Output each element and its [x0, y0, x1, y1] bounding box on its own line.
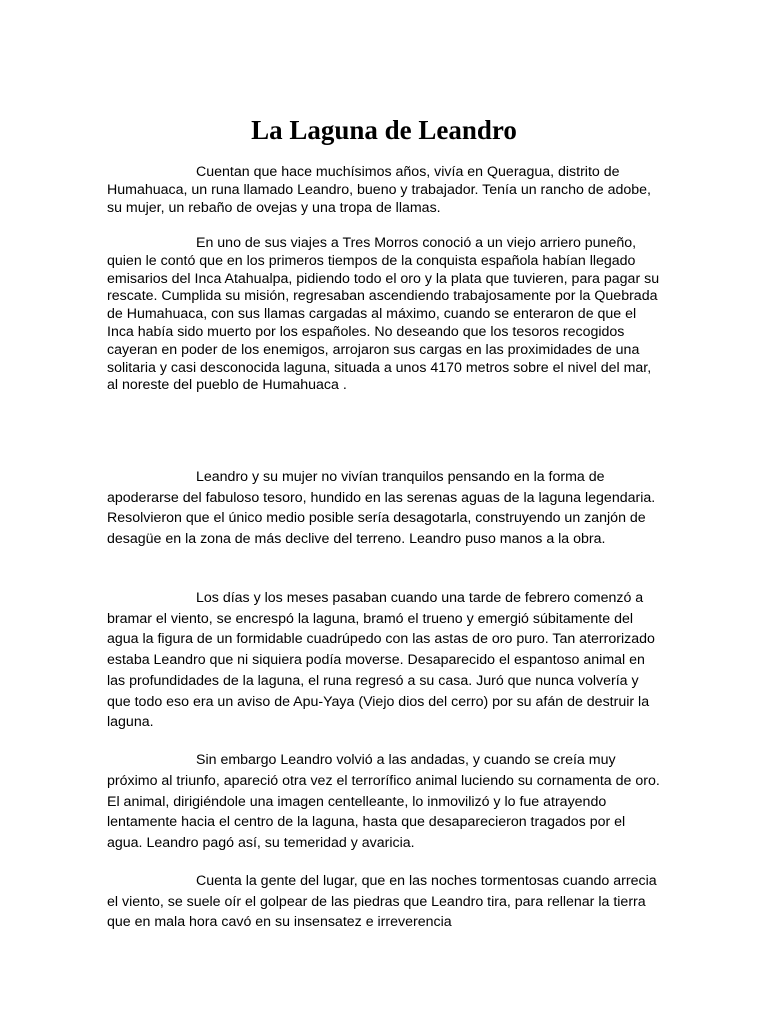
paragraph-5 [107, 750, 663, 854]
paragraph-text: Cuentan que hace muchísimos años, vivía en Queragua, distrito de Humahuaca, un runa llamado Leandro, bueno y trabajador. Tenía un rancho de adobe, su mujer, un rebaño de ovejas y una tropa de llamas. [107, 164, 651, 216]
paragraph-3 [107, 467, 663, 549]
paragraph-text: Cuenta la gente del lugar, que en las noches tormentosas cuando arrecia el viento, se suele oír el golpear de las piedras que Leandro tira, para rellenar la tierra que en mala hora cavó en su insensatez e irreverencia [107, 873, 657, 930]
paragraph-text: Leandro y su mujer no vivían tranquilos pensando en la forma de apoderarse del fabuloso tesoro, hundido en las serenas aguas de la laguna legendaria. Resolvieron que el único medio posible sería desagotarla, construyendo un zanjón de desagüe en la zona de más declive del terreno. Leandro puso manos a la obra. [107, 469, 656, 547]
paragraph-1 [107, 163, 663, 217]
paragraph-4 [107, 588, 663, 733]
paragraph-text: En uno de sus viajes a Tres Morros conoció a un viejo arriero puneño, quien le contó que en los primeros tiempos de la conquista española habían llegado emisarios del Inca Atahualpa, pidiendo todo el oro y la plata que tuvieren, para pagar su rescate. Cumplida su misión, regresaban ascendiendo trabajosamente por la Quebrada de Humahuaca, con sus llamas cargadas al máximo, cuando se enteraron de que el Inca había sido muerto por los españoles. No deseando que los tesoros recogidos cayeran en poder de los enemigos, arrojaron sus cargas en las proximidades de una solitaria y casi desconocida laguna, situada a unos 4170 metros sobre el nivel del mar, al noreste del pueblo de Humahuaca . [107, 235, 660, 394]
paragraph-6 [107, 871, 663, 933]
page-title: La Laguna de Leandro [251, 115, 517, 145]
paragraph-text: Sin embargo Leandro volvió a las andadas, y cuando se creía muy próximo al triunfo, apareció otra vez el terrorífico animal luciendo su cornamenta de oro. El animal, dirigiéndole una imagen centelleante, lo inmovilizó y lo fue atrayendo lentamente hacia el centro de la laguna, hasta que desaparecieron tragados por el agua. Leandro pagó así, su temeridad y avaricia. [107, 752, 660, 852]
paragraph-2 [107, 235, 663, 395]
paragraph-text: Los días y los meses pasaban cuando una tarde de febrero comenzó a bramar el viento, se encrespó la laguna, bramó el trueno y emergió súbitamente del agua la figura de un formidable cuadrúpedo con las astas de oro puro. Tan aterrorizado estaba Leandro que ni siquiera podía moverse. Desaparecido el espantoso animal en las profundidades de la laguna, el runa regresó a su casa. Juró que nunca volvería y que todo eso era un aviso de Apu-Yaya (Viejo dios del cerro) por su afán de destruir la laguna. [107, 590, 655, 731]
